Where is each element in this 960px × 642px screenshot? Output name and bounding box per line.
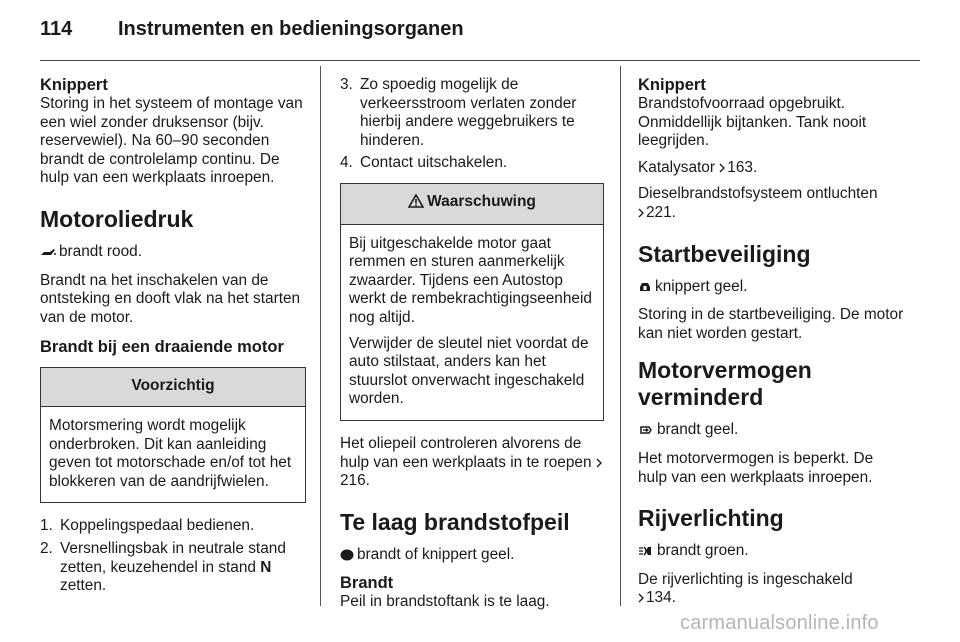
warning-triangle-icon [408, 194, 424, 214]
power-lamp-line: brandt geel. [638, 421, 904, 442]
column-divider [620, 66, 621, 606]
daytime-lights-icon [638, 544, 654, 563]
steps-list [40, 517, 306, 595]
column-2 [340, 76, 604, 620]
page-ref-arrow-icon [638, 590, 644, 600]
fuel-lamp-line: brandt of knippert geel. [340, 546, 604, 567]
fuel-lamp-icon [340, 548, 354, 567]
column-divider [320, 66, 321, 606]
immobiliser-lamp-line: knippert geel. [638, 278, 904, 299]
running-heading: Brandt bij een draaiende motor [40, 338, 284, 357]
section-heading-immobiliser: Startbeveiliging [638, 240, 811, 267]
list-item: 3. Zo spoedig mogelijk de verkeersstroom verlaten zonder hierbij andere weggebruikers te hinderen. [340, 76, 577, 149]
caution-title: Voorzichtig [41, 368, 305, 407]
brandt-text: Peil in brandstoftank is te laag. [340, 593, 550, 611]
page-number: 114 [40, 18, 73, 40]
watermark: carmanualsonline.info [680, 612, 879, 634]
list-item: 2. Versnellingsbak in neutrale stand zetten, keuzehendel in stand N zetten. [40, 539, 286, 595]
power-text: Het motorvermogen is beperkt. De hulp van een werkplaats inroepen. [638, 449, 874, 486]
caution-text: Motorsmering wordt mogelijk onderbroken. Dit kan aanleiding geven tot motorschade en/of tot het blokkeren van de aandrijfwielen. [49, 416, 292, 490]
lights-line: De rijverlichting is ingeschakeld 134. [638, 570, 853, 607]
warning-title: Waarschuwing [341, 184, 603, 225]
warning-text-1: Bij uitgeschakelde motor gaat remmen en sturen aanmerkelijk zwaarder. Tijdens een Autostop werkt de rembekrachtigingseenheid nog altijd. [349, 234, 592, 326]
column-3 [638, 76, 904, 616]
knippert-text: Brandstofvoorraad opgebruikt. Onmiddellijk bijtanken. Tank nooit leegrijden. [638, 95, 867, 150]
list-item: 1. Koppelingspedaal bedienen. [40, 517, 255, 535]
page-ref-arrow-icon [638, 205, 644, 215]
oil-lamp-line: brandt rood. [40, 243, 306, 264]
katalysator-line: Katalysator 163. [638, 158, 758, 176]
immobiliser-text: Storing in de startbeveiliging. De motor kan niet worden gestart. [638, 306, 904, 342]
oil-can-icon [40, 245, 56, 264]
car-key-icon [638, 280, 652, 299]
diesel-line: Dieselbrandstofsysteem ontluchten 221. [638, 185, 878, 221]
oil-text: Brandt na het inschakelen van de ontsteking en dooft vlak na het starten van de motor. [40, 271, 301, 326]
brandt-heading: Brandt [340, 574, 394, 593]
warning-box [340, 183, 604, 421]
header-rule [40, 60, 920, 61]
column-1 [40, 76, 306, 606]
knippert-text: Storing in het systeem of montage van een wiel zonder druksensor (bijv. reservewiel). Na 60–90 seconden brandt de controlelamp continu. De hulp van een werkplaats inroepen. [40, 95, 303, 187]
knippert-heading: Knippert [40, 76, 108, 94]
caution-box [40, 367, 306, 503]
page-ref-arrow-icon [719, 160, 725, 170]
steps-list-continued [340, 76, 604, 173]
lights-lamp-line: brandt groen. [638, 542, 904, 563]
list-item: 4. Contact uitschakelen. [340, 154, 508, 172]
section-heading-oil-pressure: Motoroliedruk [40, 205, 194, 232]
engine-power-icon [638, 423, 654, 442]
section-heading-lights: Rijverlichting [638, 505, 784, 532]
oil-check-text: Het oliepeil controleren alvorens de hulp van een werkplaats in te roepen 216. [340, 435, 604, 491]
page-title: Instrumenten en bedieningsorganen [118, 18, 464, 40]
knippert-heading: Knippert [638, 76, 706, 94]
page-header [40, 18, 464, 41]
section-heading-power: Motorvermogen verminderd [638, 357, 812, 411]
section-heading-fuel: Te laag brandstofpeil [340, 508, 570, 535]
page-ref-arrow-icon [596, 455, 602, 465]
warning-text-2: Verwijder de sleutel niet voordat de auto stilstaat, anders kan het stuurslot onverwacht ingeschakeld worden. [349, 334, 589, 408]
